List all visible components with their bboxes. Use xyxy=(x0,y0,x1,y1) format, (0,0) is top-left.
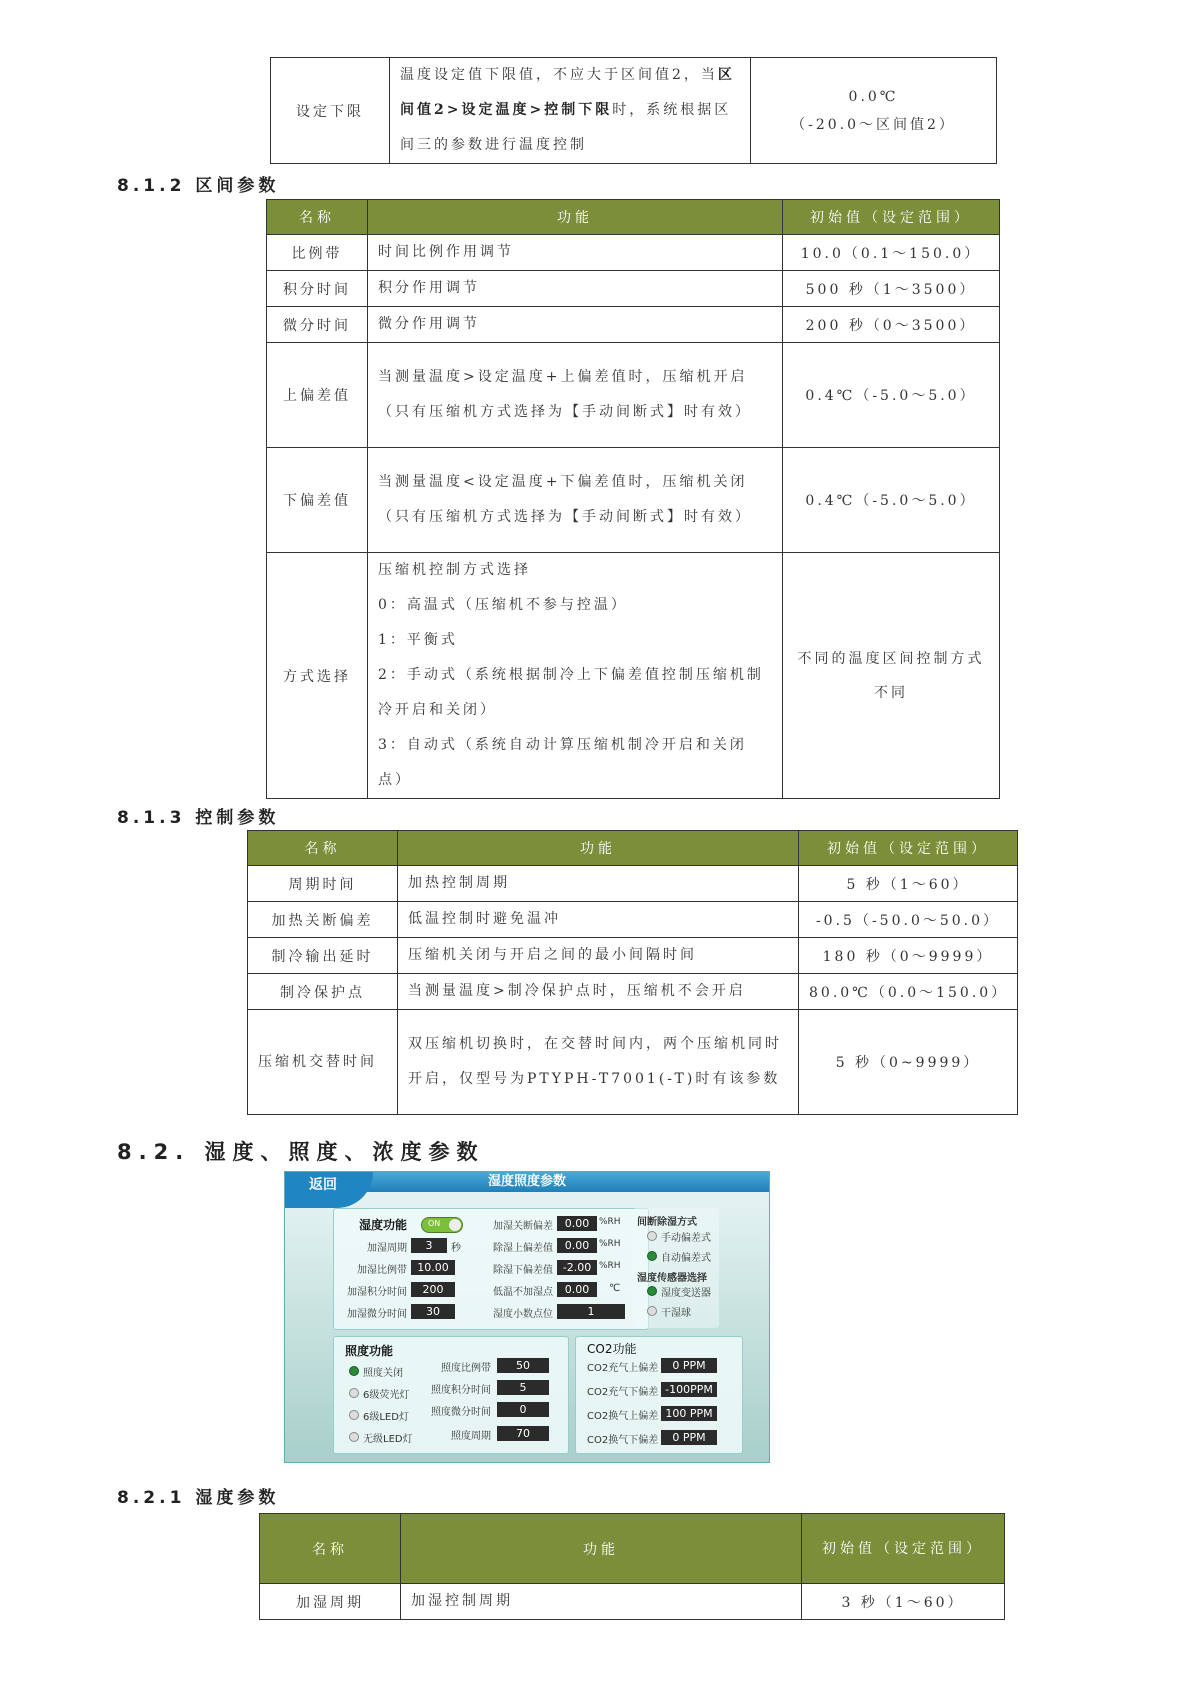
param-label: 照度微分时间 xyxy=(431,1407,491,1418)
row-name: 上偏差值 xyxy=(267,343,368,448)
param-label: 加湿关断偏差 xyxy=(493,1221,553,1232)
param-value[interactable]: 0 xyxy=(497,1402,549,1417)
param-label: 照度积分时间 xyxy=(431,1385,491,1396)
param-label: CO2换气下偏差 xyxy=(587,1435,659,1446)
param-value[interactable]: 70 xyxy=(497,1426,549,1441)
row-init: 0.4℃（-5.0～5.0） xyxy=(783,448,1000,553)
param-value[interactable]: 3 xyxy=(411,1238,447,1253)
radio-label: 照度关闭 xyxy=(363,1368,403,1379)
radio-humidity-transmitter[interactable] xyxy=(647,1286,657,1296)
humidity-toggle[interactable]: ON xyxy=(421,1217,463,1233)
row-func: 当测量温度>制冷保护点时，压缩机不会开启 xyxy=(398,974,799,1010)
param-value[interactable]: 0.00 xyxy=(557,1216,597,1231)
row-name: 加热关断偏差 xyxy=(248,902,398,938)
radio-wet-dry-bulb[interactable] xyxy=(647,1306,657,1316)
row-func: 压缩机关闭与开启之间的最小间隔时间 xyxy=(398,938,799,974)
row-name: 积分时间 xyxy=(267,271,368,307)
control-params-table xyxy=(247,830,1018,1115)
row-init: 3 秒（1～60） xyxy=(802,1584,1005,1620)
col-header-init: 初始值（设定范围） xyxy=(802,1514,1005,1584)
cell-func: 温度设定值下限值，不应大于区间值2，当区间值2>设定温度>控制下限时，系统根据区间三的参数进行温度控制 xyxy=(390,58,751,164)
radio-label: 湿度变送器 xyxy=(661,1288,711,1299)
param-label: 除湿下偏差值 xyxy=(493,1265,553,1276)
col-header-func: 功能 xyxy=(398,831,799,866)
param-label: 湿度小数点位 xyxy=(493,1309,553,1320)
radio-led[interactable] xyxy=(349,1410,359,1420)
param-label: 加湿积分时间 xyxy=(347,1287,407,1298)
col-header-init: 初始值（设定范围） xyxy=(783,200,1000,235)
param-value[interactable]: 0 PPM xyxy=(661,1430,717,1445)
radio-label: 干湿球 xyxy=(661,1308,691,1319)
row-name: 方式选择 xyxy=(267,553,368,799)
radio-label: 6级LED灯 xyxy=(363,1412,409,1423)
param-unit: %RH xyxy=(599,1217,621,1227)
param-value[interactable]: 0 PPM xyxy=(661,1358,717,1373)
col-header-func: 功能 xyxy=(401,1514,802,1584)
cell-init: 0.0℃ （-20.0～区间值2） xyxy=(751,58,997,164)
param-value[interactable]: 200 xyxy=(411,1282,455,1297)
param-unit: %RH xyxy=(599,1239,621,1249)
param-label: 加湿比例带 xyxy=(357,1265,407,1276)
row-init: -0.5（-50.0～50.0） xyxy=(799,902,1018,938)
light-func-label: 照度功能 xyxy=(345,1344,394,1358)
row-func: 双压缩机切换时，在交替时间内，两个压缩机同时开启，仅型号为PTYPH-T7001(-T)时有该参数 xyxy=(398,1010,799,1115)
cell-name: 设定下限 xyxy=(271,58,390,164)
interval-params-table xyxy=(266,199,1000,799)
row-name: 比例带 xyxy=(267,235,368,271)
co2-func-label: CO2功能 xyxy=(587,1342,637,1356)
radio-auto-offset[interactable] xyxy=(647,1251,657,1261)
param-value[interactable]: 1 xyxy=(557,1304,625,1319)
row-func: 时间比例作用调节 xyxy=(368,235,783,271)
radio-label: 无级LED灯 xyxy=(363,1434,413,1445)
dehum-mode-title: 间断除湿方式 xyxy=(637,1217,697,1228)
radio-label: 手动偏差式 xyxy=(661,1233,711,1244)
radio-label: 自动偏差式 xyxy=(661,1253,711,1264)
param-label: 照度周期 xyxy=(451,1431,491,1442)
param-value[interactable]: 50 xyxy=(497,1358,549,1373)
param-value[interactable]: -100PPM xyxy=(661,1382,717,1397)
humidity-params-table xyxy=(259,1513,1005,1620)
row-func: 积分作用调节 xyxy=(368,271,783,307)
radio-stepless-led[interactable] xyxy=(349,1432,359,1442)
row-init: 不同的温度区间控制方式不同 xyxy=(783,553,1000,799)
section-heading-8-1-2: 8.1.2 区间参数 xyxy=(117,176,280,196)
row-func: 加热控制周期 xyxy=(398,866,799,902)
param-value[interactable]: 0.00 xyxy=(557,1238,597,1253)
radio-manual-offset[interactable] xyxy=(647,1231,657,1241)
row-name: 压缩机交替时间 xyxy=(248,1010,398,1115)
section-heading-8-2-1: 8.2.1 湿度参数 xyxy=(117,1488,280,1508)
radio-light-off[interactable] xyxy=(349,1366,359,1376)
param-label: CO2充气下偏差 xyxy=(587,1387,659,1398)
row-init: 5 秒（0~9999） xyxy=(799,1010,1018,1115)
col-header-name: 名称 xyxy=(267,200,368,235)
param-label: 照度比例带 xyxy=(441,1363,491,1374)
row-func: 低温控制时避免温冲 xyxy=(398,902,799,938)
col-header-func: 功能 xyxy=(368,200,783,235)
param-label: CO2换气上偏差 xyxy=(587,1411,659,1422)
row-init: 80.0℃（0.0～150.0） xyxy=(799,974,1018,1010)
top-row-table xyxy=(270,57,997,164)
row-name: 微分时间 xyxy=(267,307,368,343)
col-header-init: 初始值（设定范围） xyxy=(799,831,1018,866)
row-init: 500 秒（1～3500） xyxy=(783,271,1000,307)
param-label: 低温不加湿点 xyxy=(493,1287,553,1298)
param-label: 加湿微分时间 xyxy=(347,1309,407,1320)
col-header-name: 名称 xyxy=(248,831,398,866)
param-value[interactable]: 10.00 xyxy=(411,1260,455,1275)
row-name: 制冷输出延时 xyxy=(248,938,398,974)
row-init: 10.0（0.1～150.0） xyxy=(783,235,1000,271)
param-label: 加湿周期 xyxy=(367,1243,407,1254)
row-init: 180 秒（0～9999） xyxy=(799,938,1018,974)
param-unit: %RH xyxy=(599,1261,621,1271)
param-value[interactable]: 100 PPM xyxy=(661,1406,717,1421)
param-label: 除湿上偏差值 xyxy=(493,1243,553,1254)
param-value[interactable]: 5 xyxy=(497,1380,549,1395)
row-name: 周期时间 xyxy=(248,866,398,902)
row-name: 加湿周期 xyxy=(260,1584,401,1620)
row-name: 下偏差值 xyxy=(267,448,368,553)
row-init: 0.4℃（-5.0～5.0） xyxy=(783,343,1000,448)
param-value[interactable]: 30 xyxy=(411,1304,455,1319)
param-label: CO2充气上偏差 xyxy=(587,1363,659,1374)
param-value[interactable]: -2.00 xyxy=(557,1260,597,1275)
row-name: 制冷保护点 xyxy=(248,974,398,1010)
row-func: 当测量温度<设定温度+下偏差值时，压缩机关闭（只有压缩机方式选择为【手动间断式】时有效） xyxy=(368,448,783,553)
param-unit: ℃ xyxy=(609,1283,621,1294)
row-init: 5 秒（1～60） xyxy=(799,866,1018,902)
row-func: 微分作用调节 xyxy=(368,307,783,343)
row-func: 当测量温度>设定温度+上偏差值时，压缩机开启（只有压缩机方式选择为【手动间断式】时有效） xyxy=(368,343,783,448)
param-unit: 秒 xyxy=(451,1243,461,1254)
param-value[interactable]: 0.00 xyxy=(557,1282,597,1297)
row-func: 加湿控制周期 xyxy=(401,1584,802,1620)
sensor-title: 湿度传感器选择 xyxy=(637,1273,707,1284)
radio-label: 6级荧光灯 xyxy=(363,1390,410,1401)
back-button[interactable]: 返回 xyxy=(285,1172,373,1208)
section-heading-8-1-3: 8.1.3 控制参数 xyxy=(117,808,280,828)
row-func: 压缩机控制方式选择 0：高温式（压缩机不参与控温） 1：平衡式 2：手动式（系统根据制冷上下偏差值控制压缩机制冷开启和关闭） 3：自动式（系统自动计算压缩机制冷开启和关闭点） xyxy=(368,553,783,799)
panel-title: 湿度照度参数 xyxy=(285,1172,769,1192)
humidity-func-label: 湿度功能 xyxy=(359,1218,408,1232)
humidity-light-panel xyxy=(284,1171,770,1463)
row-init: 200 秒（0～3500） xyxy=(783,307,1000,343)
section-heading-8-2: 8.2. 湿度、照度、浓度参数 xyxy=(117,1140,485,1164)
col-header-name: 名称 xyxy=(260,1514,401,1584)
radio-fluorescent[interactable] xyxy=(349,1388,359,1398)
